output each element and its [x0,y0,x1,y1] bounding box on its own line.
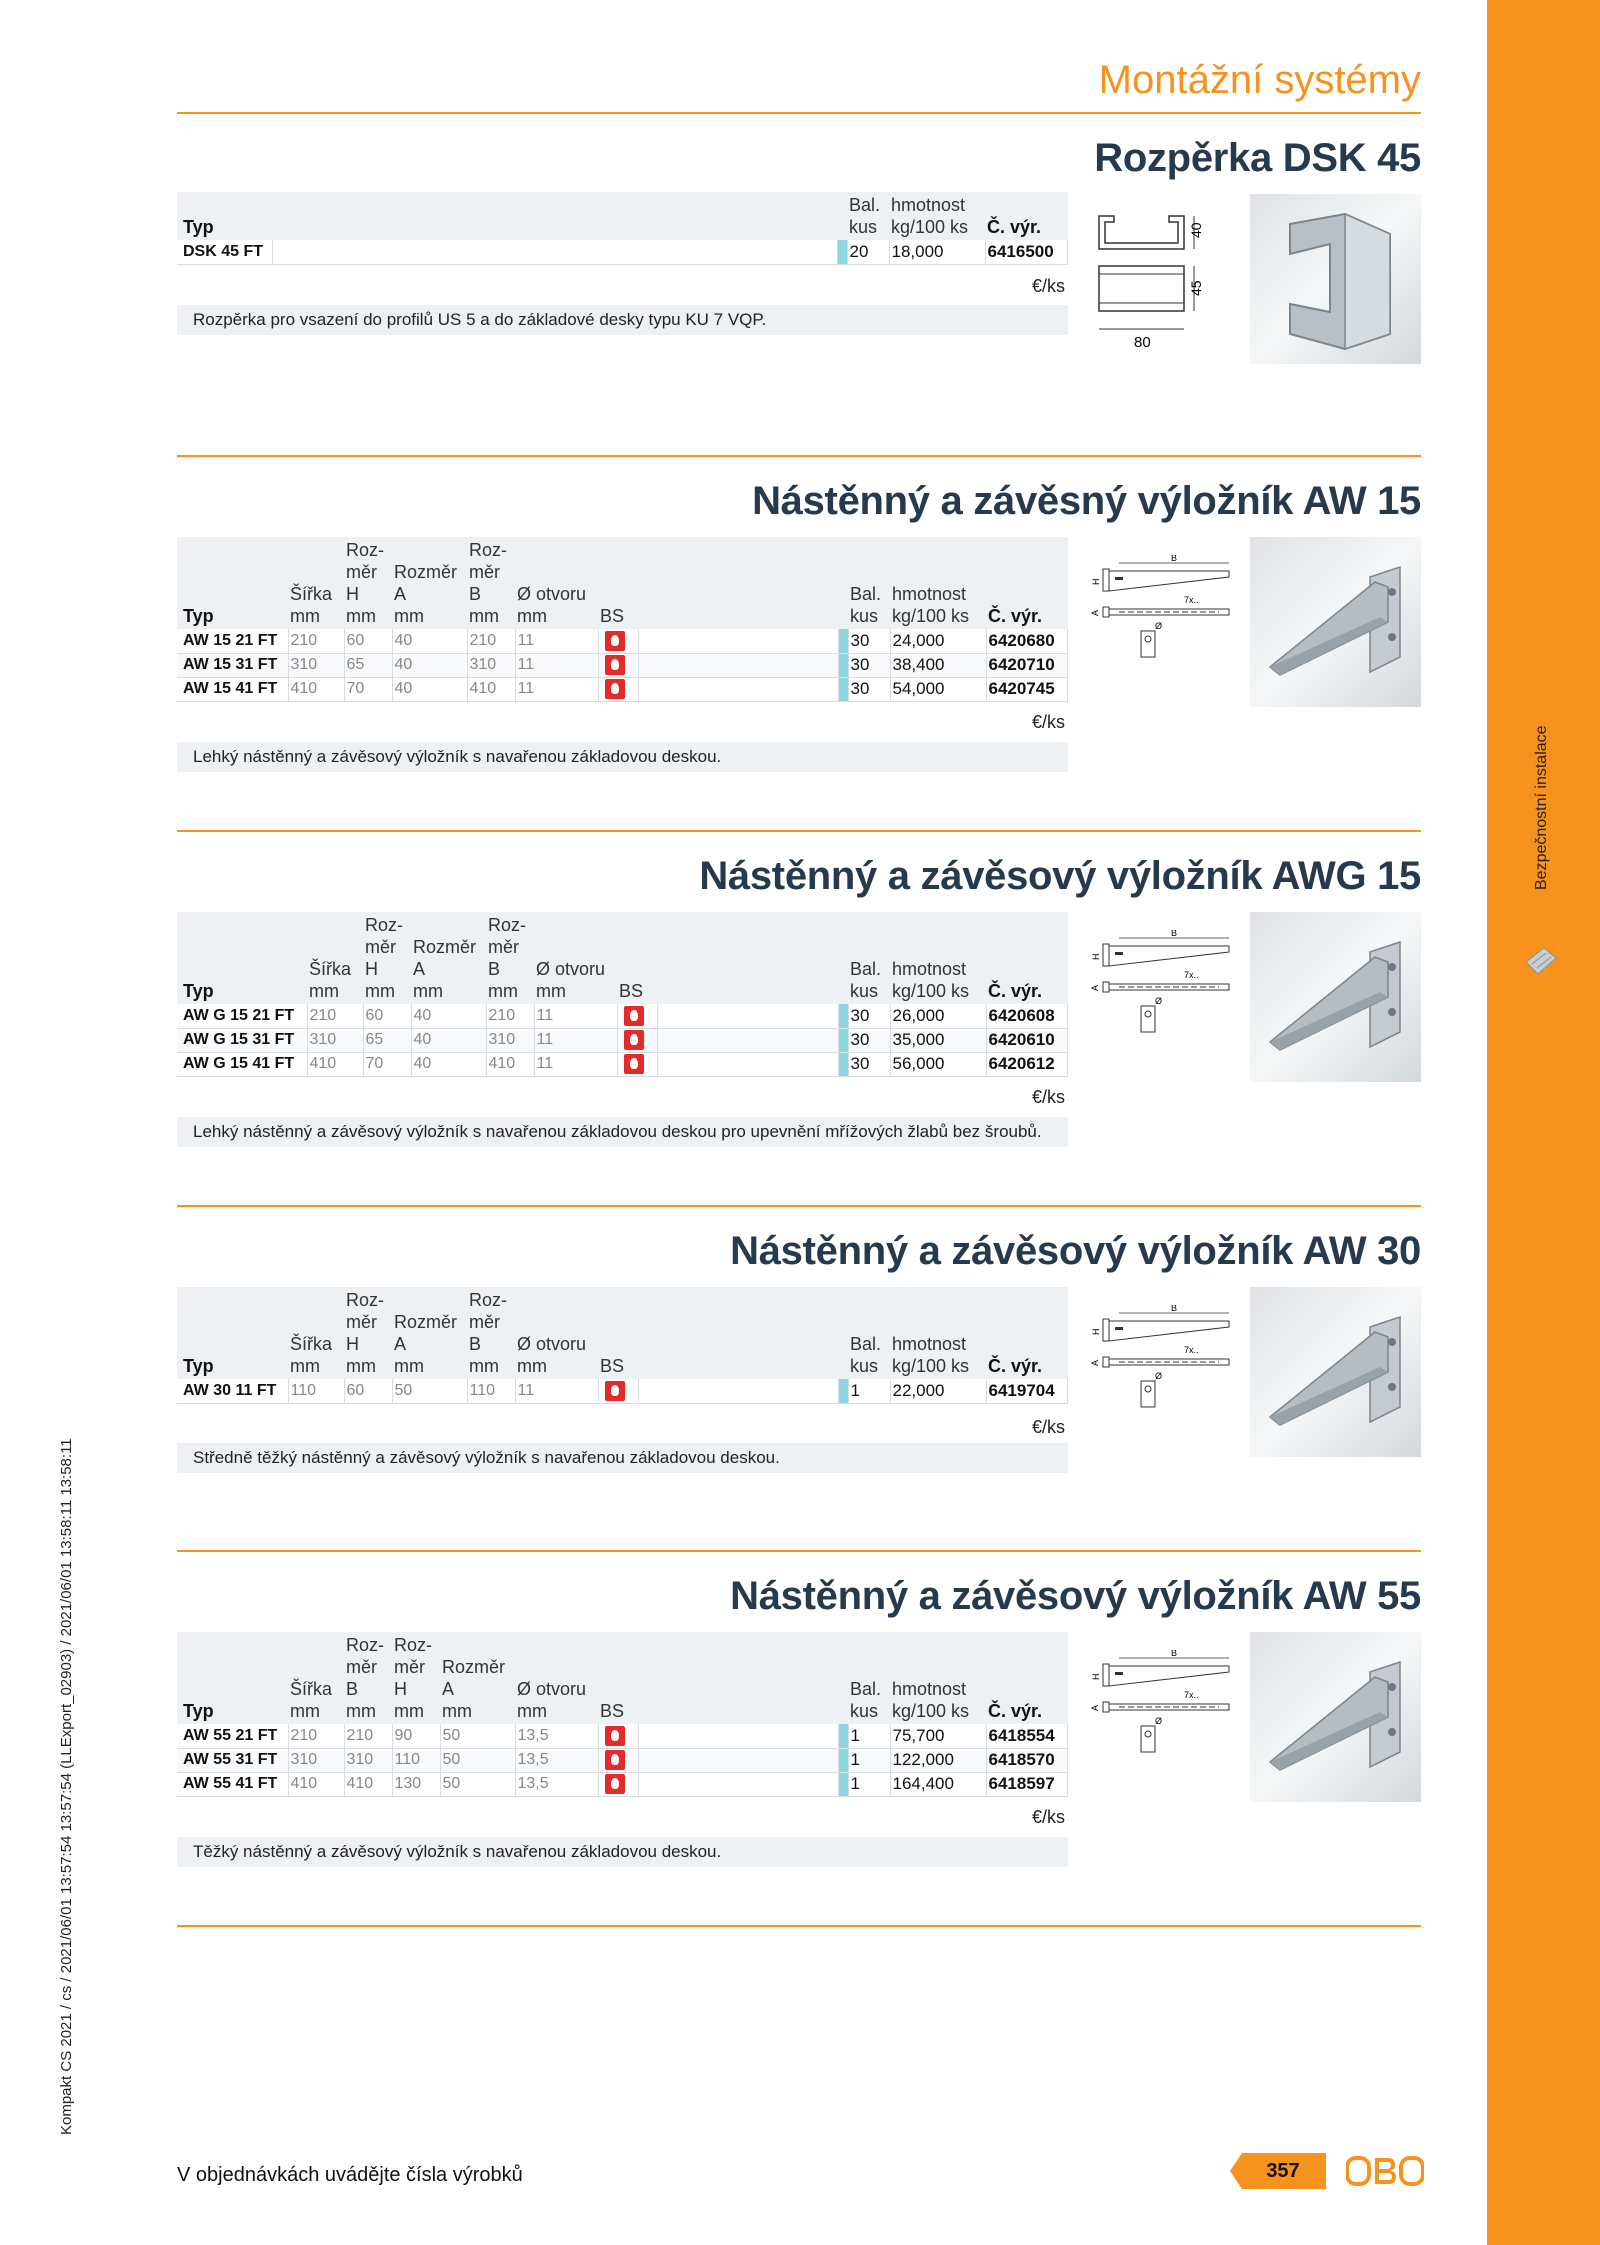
fire-protection-icon [624,1030,644,1050]
section-rule [177,455,1421,457]
fire-protection-icon [605,1774,625,1794]
fire-protection-icon [624,1054,644,1074]
section-title: Nástěnný a závěsový výložník AW 55 [730,1574,1421,1618]
product-description: Těžký nástěnný a závěsový výložník s navařenou základovou deskou. [177,1837,1068,1867]
technical-drawing [1089,204,1239,354]
svg-text:H: H [1091,578,1101,585]
svg-text:Ø: Ø [1155,621,1163,631]
price-unit: €/ks [1031,1807,1065,1827]
svg-text:7x..: 7x.. [1184,595,1199,605]
table-row: AW 55 41 FT 410 410 130 50 13,5 1 164,400 6418597 [177,1772,1068,1796]
fire-protection-icon [605,631,625,651]
svg-text:7x..: 7x.. [1184,970,1199,980]
table-row: AW 15 41 FT 410 70 40 410 11 30 54,000 6420745 [177,677,1068,701]
product-photo [1250,1632,1421,1802]
footer-note: V objednávkách uvádějte čísla výrobků [177,2164,523,2186]
price-unit: €/ks [1031,1087,1065,1107]
product-table: Typ Šířka mm Roz- měr B mm Roz- měr H mm Rozměr A mm Ø otvoru mm BS Bal. kus hmotnost kg/100 ks Č. výr. AW 55 21 FT 210 210 90 50 13,5 1 75,700 6418554 AW 55 31 FT 310 310 110 50 13,5 1 122,000 6418570 AW 55 41 FT 410 410 130 50 13,5 1 164,400 6418597 [177,1632,1068,1797]
svg-text:A: A [1090,609,1100,616]
fire-protection-icon [605,655,625,675]
product-photo [1250,537,1421,707]
fire-protection-icon [605,1750,625,1770]
svg-text:A: A [1090,1359,1100,1366]
technical-drawing [1089,555,1239,685]
chapter-thumbnail-icon [1524,942,1558,980]
svg-text:B: B [1171,555,1178,563]
svg-text:B: B [1171,1650,1178,1658]
technical-drawing [1089,1305,1239,1435]
product-description: Lehký nástěnný a závěsový výložník s navařenou základovou deskou pro upevnění mřížových žlabů bez šroubů. [177,1117,1068,1147]
print-metadata: Kompakt CS 2021 / cs / 2021/06/01 13:57:54 13:57:54 (LLExport_02903) / 2021/06/01 13:58:11 13:58:11 [58,1438,75,2135]
table-row: AW G 15 31 FT 310 65 40 310 11 30 35,000 6420610 [177,1028,1068,1052]
orange-side-strip [1487,0,1600,2245]
svg-text:7x..: 7x.. [1184,1345,1199,1355]
section-rule [177,830,1421,832]
table-row: AW 30 11 FT 110 60 50 110 11 1 22,000 6419704 [177,1379,1068,1403]
product-photo [1250,912,1421,1082]
product-table: Typ Šířka mm Roz- měr H mm Rozměr A mm Roz- měr B mm Ø otvoru mm BS Bal. kus hmotnost kg/100 ks Č. výr. AW G 15 21 FT 210 60 40 210 11 30 26,000 6420608 AW G 15 31 FT 310 65 40 310 11 30 35,000 6420610 AW G 15 41 FT 410 70 40 410 11 30 56,000 6420612 [177,912,1068,1077]
page-header-title: Montážní systémy [1098,58,1421,102]
svg-text:45: 45 [1188,280,1204,296]
technical-drawing [1089,930,1239,1060]
product-table: Typ Bal. kus hmotnost kg/100 ks Č. výr. DSK 45 FT 20 18,000 6416500 [177,192,1068,265]
svg-text:Ø: Ø [1155,996,1163,1006]
svg-text:80: 80 [1134,334,1151,351]
section-rule [177,1205,1421,1207]
product-description: Středně těžký nástěnný a závěsový výložník s navařenou základovou deskou. [177,1443,1068,1473]
table-row: AW 15 31 FT 310 65 40 310 11 30 38,400 6420710 [177,653,1068,677]
price-unit: €/ks [1031,276,1065,296]
svg-text:A: A [1090,984,1100,991]
svg-text:40: 40 [1188,222,1204,238]
price-unit: €/ks [1031,1417,1065,1437]
product-description: Lehký nástěnný a závěsový výložník s navařenou základovou deskou. [177,742,1068,772]
table-row: AW 55 21 FT 210 210 90 50 13,5 1 75,700 6418554 [177,1724,1068,1748]
obo-logo [1346,2155,1424,2187]
section-title: Nástěnný a závěsový výložník AWG 15 [699,854,1421,898]
fire-protection-icon [624,1006,644,1026]
page-number: 357 [1266,2160,1300,2182]
table-row: AW 15 21 FT 210 60 40 210 11 30 24,000 6420680 [177,629,1068,653]
section-title: Rozpěrka DSK 45 [1094,136,1421,180]
svg-text:B: B [1171,1305,1178,1313]
side-chapter-label: Bezpečnostní instalace [1533,725,1550,890]
fire-protection-icon [605,679,625,699]
svg-text:H: H [1091,1328,1101,1335]
fire-protection-icon [605,1726,625,1746]
product-photo [1250,194,1421,364]
svg-text:B: B [1171,930,1178,938]
section-title: Nástěnný a závěsný výložník AW 15 [752,479,1421,523]
fire-protection-icon [605,1381,625,1401]
table-row: DSK 45 FT 20 18,000 6416500 [177,240,1068,264]
section-title: Nástěnný a závěsový výložník AW 30 [730,1229,1421,1273]
table-row: AW 55 31 FT 310 310 110 50 13,5 1 122,000 6418570 [177,1748,1068,1772]
header-rule [177,112,1421,114]
svg-text:Ø: Ø [1155,1716,1163,1726]
technical-drawing [1089,1650,1239,1780]
svg-text:Ø: Ø [1155,1371,1163,1381]
svg-text:7x..: 7x.. [1184,1690,1199,1700]
section-rule [177,1550,1421,1552]
product-table: Typ Šířka mm Roz- měr H mm Rozměr A mm Roz- měr B mm Ø otvoru mm BS Bal. kus hmotnost kg/100 ks Č. výr. AW 30 11 FT 110 60 50 110 11 1 22,000 6419704 [177,1287,1068,1404]
svg-text:H: H [1091,953,1101,960]
product-table: Typ Šířka mm Roz- měr H mm Rozměr A mm Roz- měr B mm Ø otvoru mm BS Bal. kus hmotnost kg/100 ks Č. výr. AW 15 21 FT 210 60 40 210 11 30 24,000 6420680 AW 15 31 FT 310 65 40 310 11 30 38,400 6420710 AW 15 41 FT 410 70 40 410 11 30 54,000 6420745 [177,537,1068,702]
svg-text:H: H [1091,1673,1101,1680]
table-row: AW G 15 21 FT 210 60 40 210 11 30 26,000 6420608 [177,1004,1068,1028]
price-unit: €/ks [1031,712,1065,732]
section-rule [177,1925,1421,1927]
product-photo [1250,1287,1421,1457]
table-row: AW G 15 41 FT 410 70 40 410 11 30 56,000 6420612 [177,1052,1068,1076]
product-description: Rozpěrka pro vsazení do profilů US 5 a do základové desky typu KU 7 VQP. [177,305,1068,335]
svg-text:A: A [1090,1704,1100,1711]
